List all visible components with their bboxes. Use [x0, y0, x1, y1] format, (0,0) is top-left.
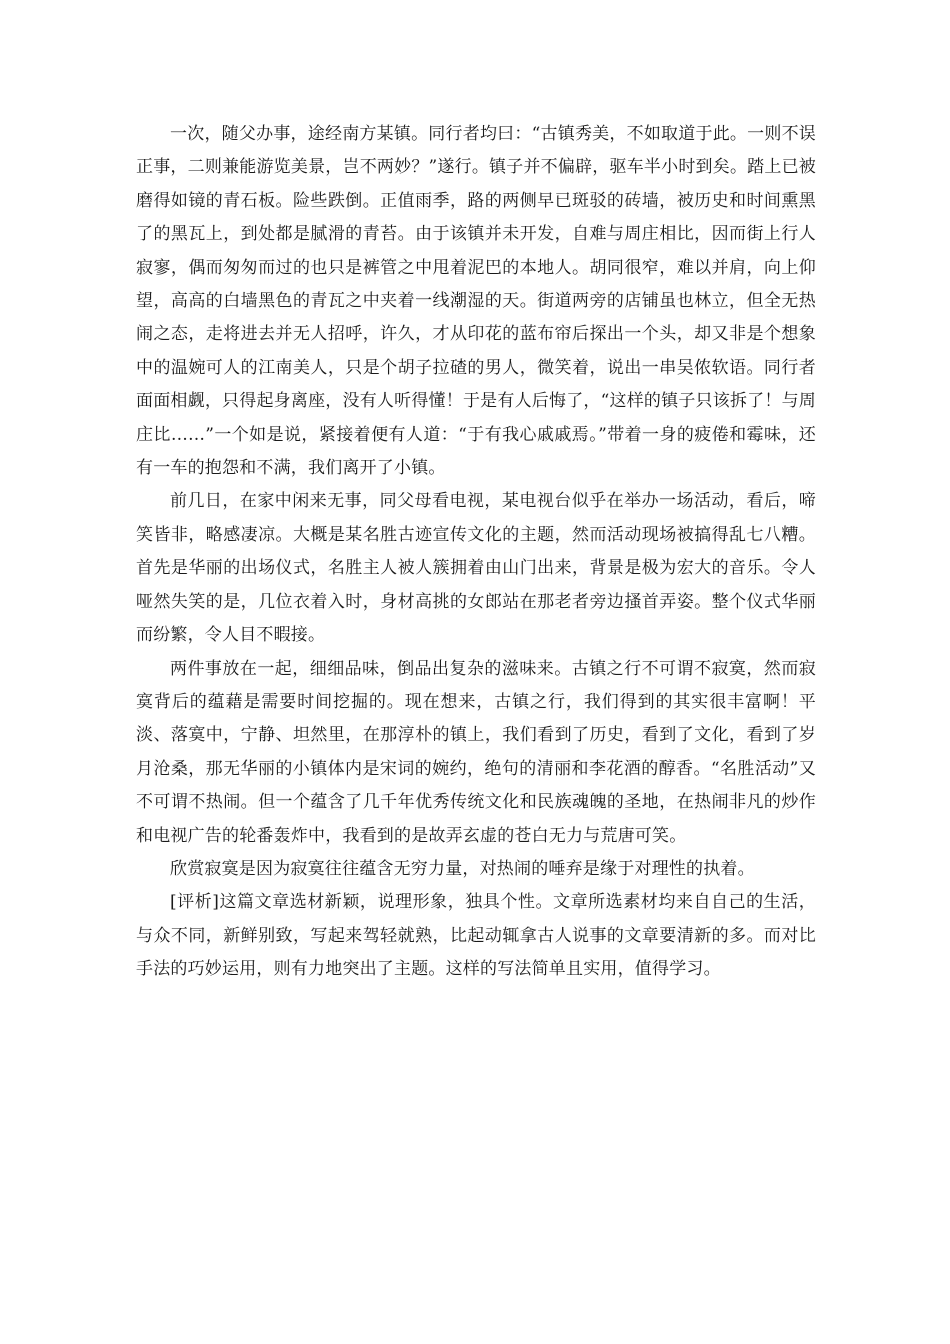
paragraph-reflection: 两件事放在一起，细细品味，倒品出复杂的滋味来。古镇之行不可谓不寂寞，然而寂寞背后的蕴藉是需要时间挖掘的。现在想来，古镇之行，我们得到的其实很丰富啊！平淡、落寞中，宁静、坦然里，在那淳朴的镇上，我们看到了历史，看到了文化，看到了岁月沧桑，那无华丽的小镇体内是宋词的婉约，绝句的清丽和李花酒的醇香。“名胜活动”又不可谓不热闹。但一个蕴含了几千年优秀传统文化和民族魂魄的圣地，在热闹非凡的炒作和电视广告的轮番轰炸中，我看到的是故弄玄虚的苍白无力与荒唐可笑。 [136, 658, 816, 846]
paragraph-commentary: [评析]这篇文章选材新颖，说理形象，独具个性。文章所选素材均来自自己的生活，与众不同，新鲜别致，写起来驾轻就熟，比起动辄拿古人说事的文章要清新的多。而对比手法的巧妙运用，则有力地突出了主题。这样的写法简单且实用，值得学习。 [136, 892, 816, 980]
paragraph-conclusion: 欣赏寂寞是因为寂寞往往蕴含无穷力量，对热闹的唾弃是缘于对理性的执着。 [170, 858, 755, 879]
document-page [136, 118, 816, 987]
paragraph-tv-event: 前几日，在家中闲来无事，同父母看电视，某电视台似乎在举办一场活动，看后，啼笑皆非，略感凄凉。大概是某名胜古迹宣传文化的主题，然而活动现场被搞得乱七八糟。首先是华丽的出场仪式，名胜主人被人簇拥着由山门出来，背景是极为宏大的音乐。令人哑然失笑的是，几位衣着入时，身材高挑的女郎站在那老者旁边搔首弄姿。整个仪式华丽而纷繁，令人目不暇接。 [136, 491, 816, 646]
paragraph-town-trip: 一次，随父办事，途经南方某镇。同行者均曰：“古镇秀美，不如取道于此。一则不误正事，二则兼能游览美景，岂不两妙？”遂行。镇子并不偏辟，驱车半小时到矣。踏上已被磨得如镜的青石板。险些跌倒。正值雨季，路的两侧早已斑驳的砖墙，被历史和时间熏黑了的黑瓦上，到处都是腻滑的青苔。由于该镇并未开发，自难与周庄相比，因而街上行人寂寥，偶而匆匆而过的也只是裤管之中甩着泥巴的本地人。胡同很窄，难以并肩，向上仰望，高高的白墙黑色的青瓦之中夹着一线潮湿的天。街道两旁的店铺虽也林立，但全无热闹之态，走将进去并无人招呼，许久，才从印花的蓝布帘后探出一个头，却又非是个想象中的温婉可人的江南美人，只是个胡子拉碴的男人，微笑着，说出一串吴侬软语。同行者面面相觑，只得起身离座，没有人听得懂！于是有人后悔了，“这样的镇子只该拆了！与周庄比……”一个如是说，紧接着便有人道：“于有我心戚戚焉。”带着一身的疲倦和霉味，还有一车的抱怨和不满，我们离开了小镇。 [136, 124, 816, 479]
